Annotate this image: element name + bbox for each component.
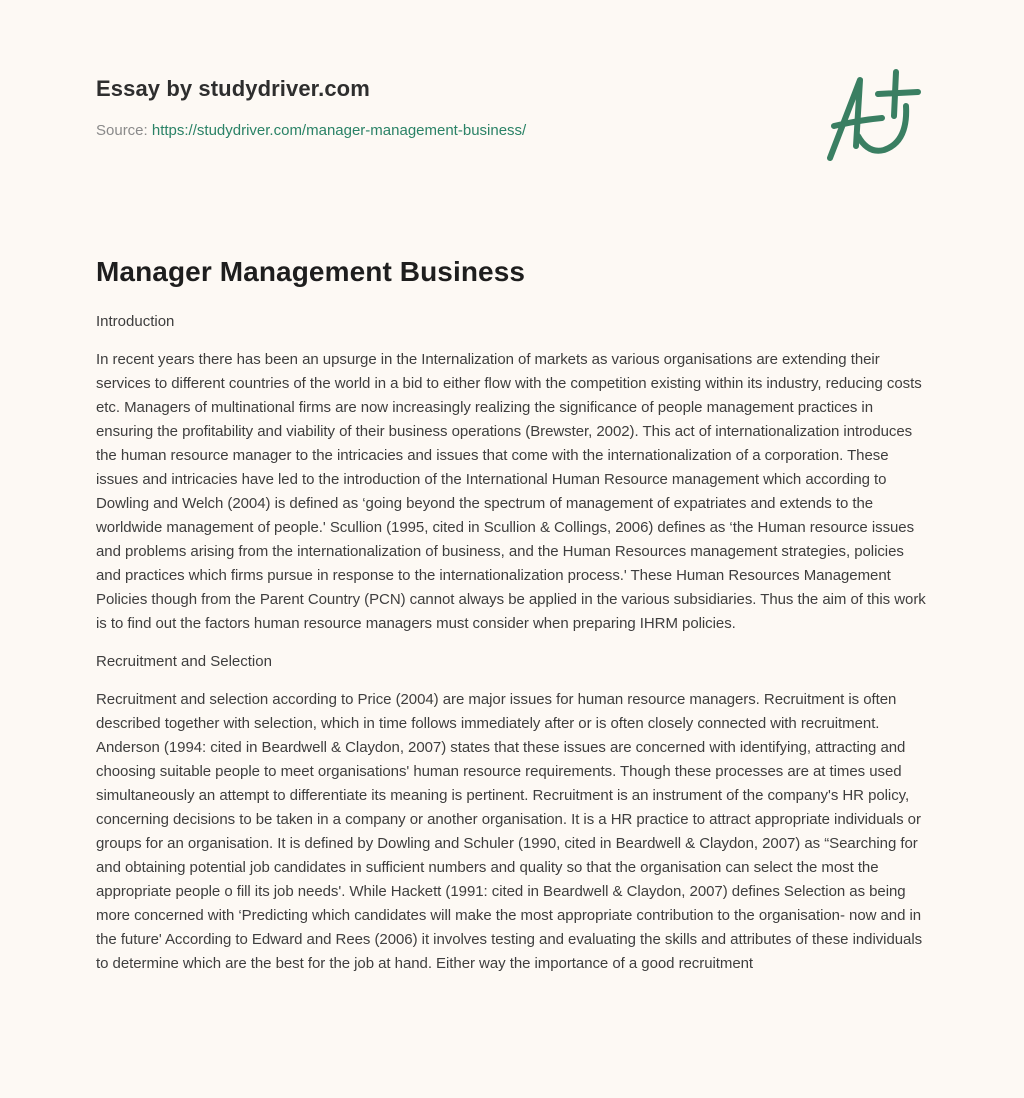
- page-title: Manager Management Business: [96, 256, 526, 287]
- page-header: [96, 76, 916, 139]
- section-heading-recruitment: Recruitment and Selection: [96, 653, 272, 670]
- paragraph-introduction: In recent years there has been an upsurge in the Internalization of markets as various organisations are extending their services to different countries of the world in a bid to either flow with the competition existing within its industry, reducing costs etc. Managers of multinational firms are now increasingly realizing the significance of people management practices in ensuring the profitability and viability of their business operations (Brewster, 2002). This act of internationalization introduces the human resource manager to the intricacies and issues that come with the internationalization of a corporation. These issues and intricacies have led to the introduction of the International Human Resource management which according to Dowling and Welch (2004) is defined as ‘going beyond the spectrum of management of expatriates and extends to the worldwide management of people.' Scullion (1995, cited in Scullion & Collings, 2006) defines as ‘the Human resource issues and problems arising from the internationalization of business, and the Human Resources management strategies, policies and practices which firms pursue in response to the internationalization process.' These Human Resources Management Policies though from the Parent Country (PCN) cannot always be applied in the various subsidiaries. Thus the aim of this work is to find out the factors human resource managers must consider when preparing IHRM policies.: [96, 351, 926, 632]
- paragraph-recruitment: Recruitment and selection according to Price (2004) are major issues for human resource managers. Recruitment is often described together with selection, which in time follows immediately after or is often closely connected with recruitment. Anderson (1994: cited in Beardwell & Claydon, 2007) states that these issues are concerned with identifying, attracting and choosing suitable people to meet organisations' human resource requirements. Though these processes are at times used simultaneously an attempt to differentiate its meaning is pertinent. Recruitment is an instrument of the company's HR policy, concerning decisions to be taken in a company or another organisation. It is a HR practice to attract appropriate individuals or groups for an organisation. It is defined by Dowling and Schuler (1990, cited in Beardwell & Claydon, 2007) as “Searching for and obtaining potential job candidates in sufficient numbers and quality so that the organisation can select the most the appropriate people o fill its job needs'. While Hackett (1991: cited in Beardwell & Claydon, 2007) defines Selection as being more concerned with ‘Predicting which candidates will make the most appropriate contribution to the organisation- now and in the future' According to Edward and Rees (2006) it involves testing and evaluating the skills and attributes of these individuals to determine which are the best for the job at hand. Either way the importance of a good recruitment: [96, 691, 923, 972]
- article: [96, 256, 930, 990]
- site-title: Essay by studydriver.com: [96, 76, 370, 101]
- a-plus-grade-icon: [820, 66, 932, 166]
- source-link[interactable]: https://studydriver.com/manager-management-business/: [151, 122, 527, 139]
- source-line: [96, 122, 916, 139]
- source-label: Source:: [96, 122, 148, 139]
- section-heading-introduction: Introduction: [96, 313, 175, 330]
